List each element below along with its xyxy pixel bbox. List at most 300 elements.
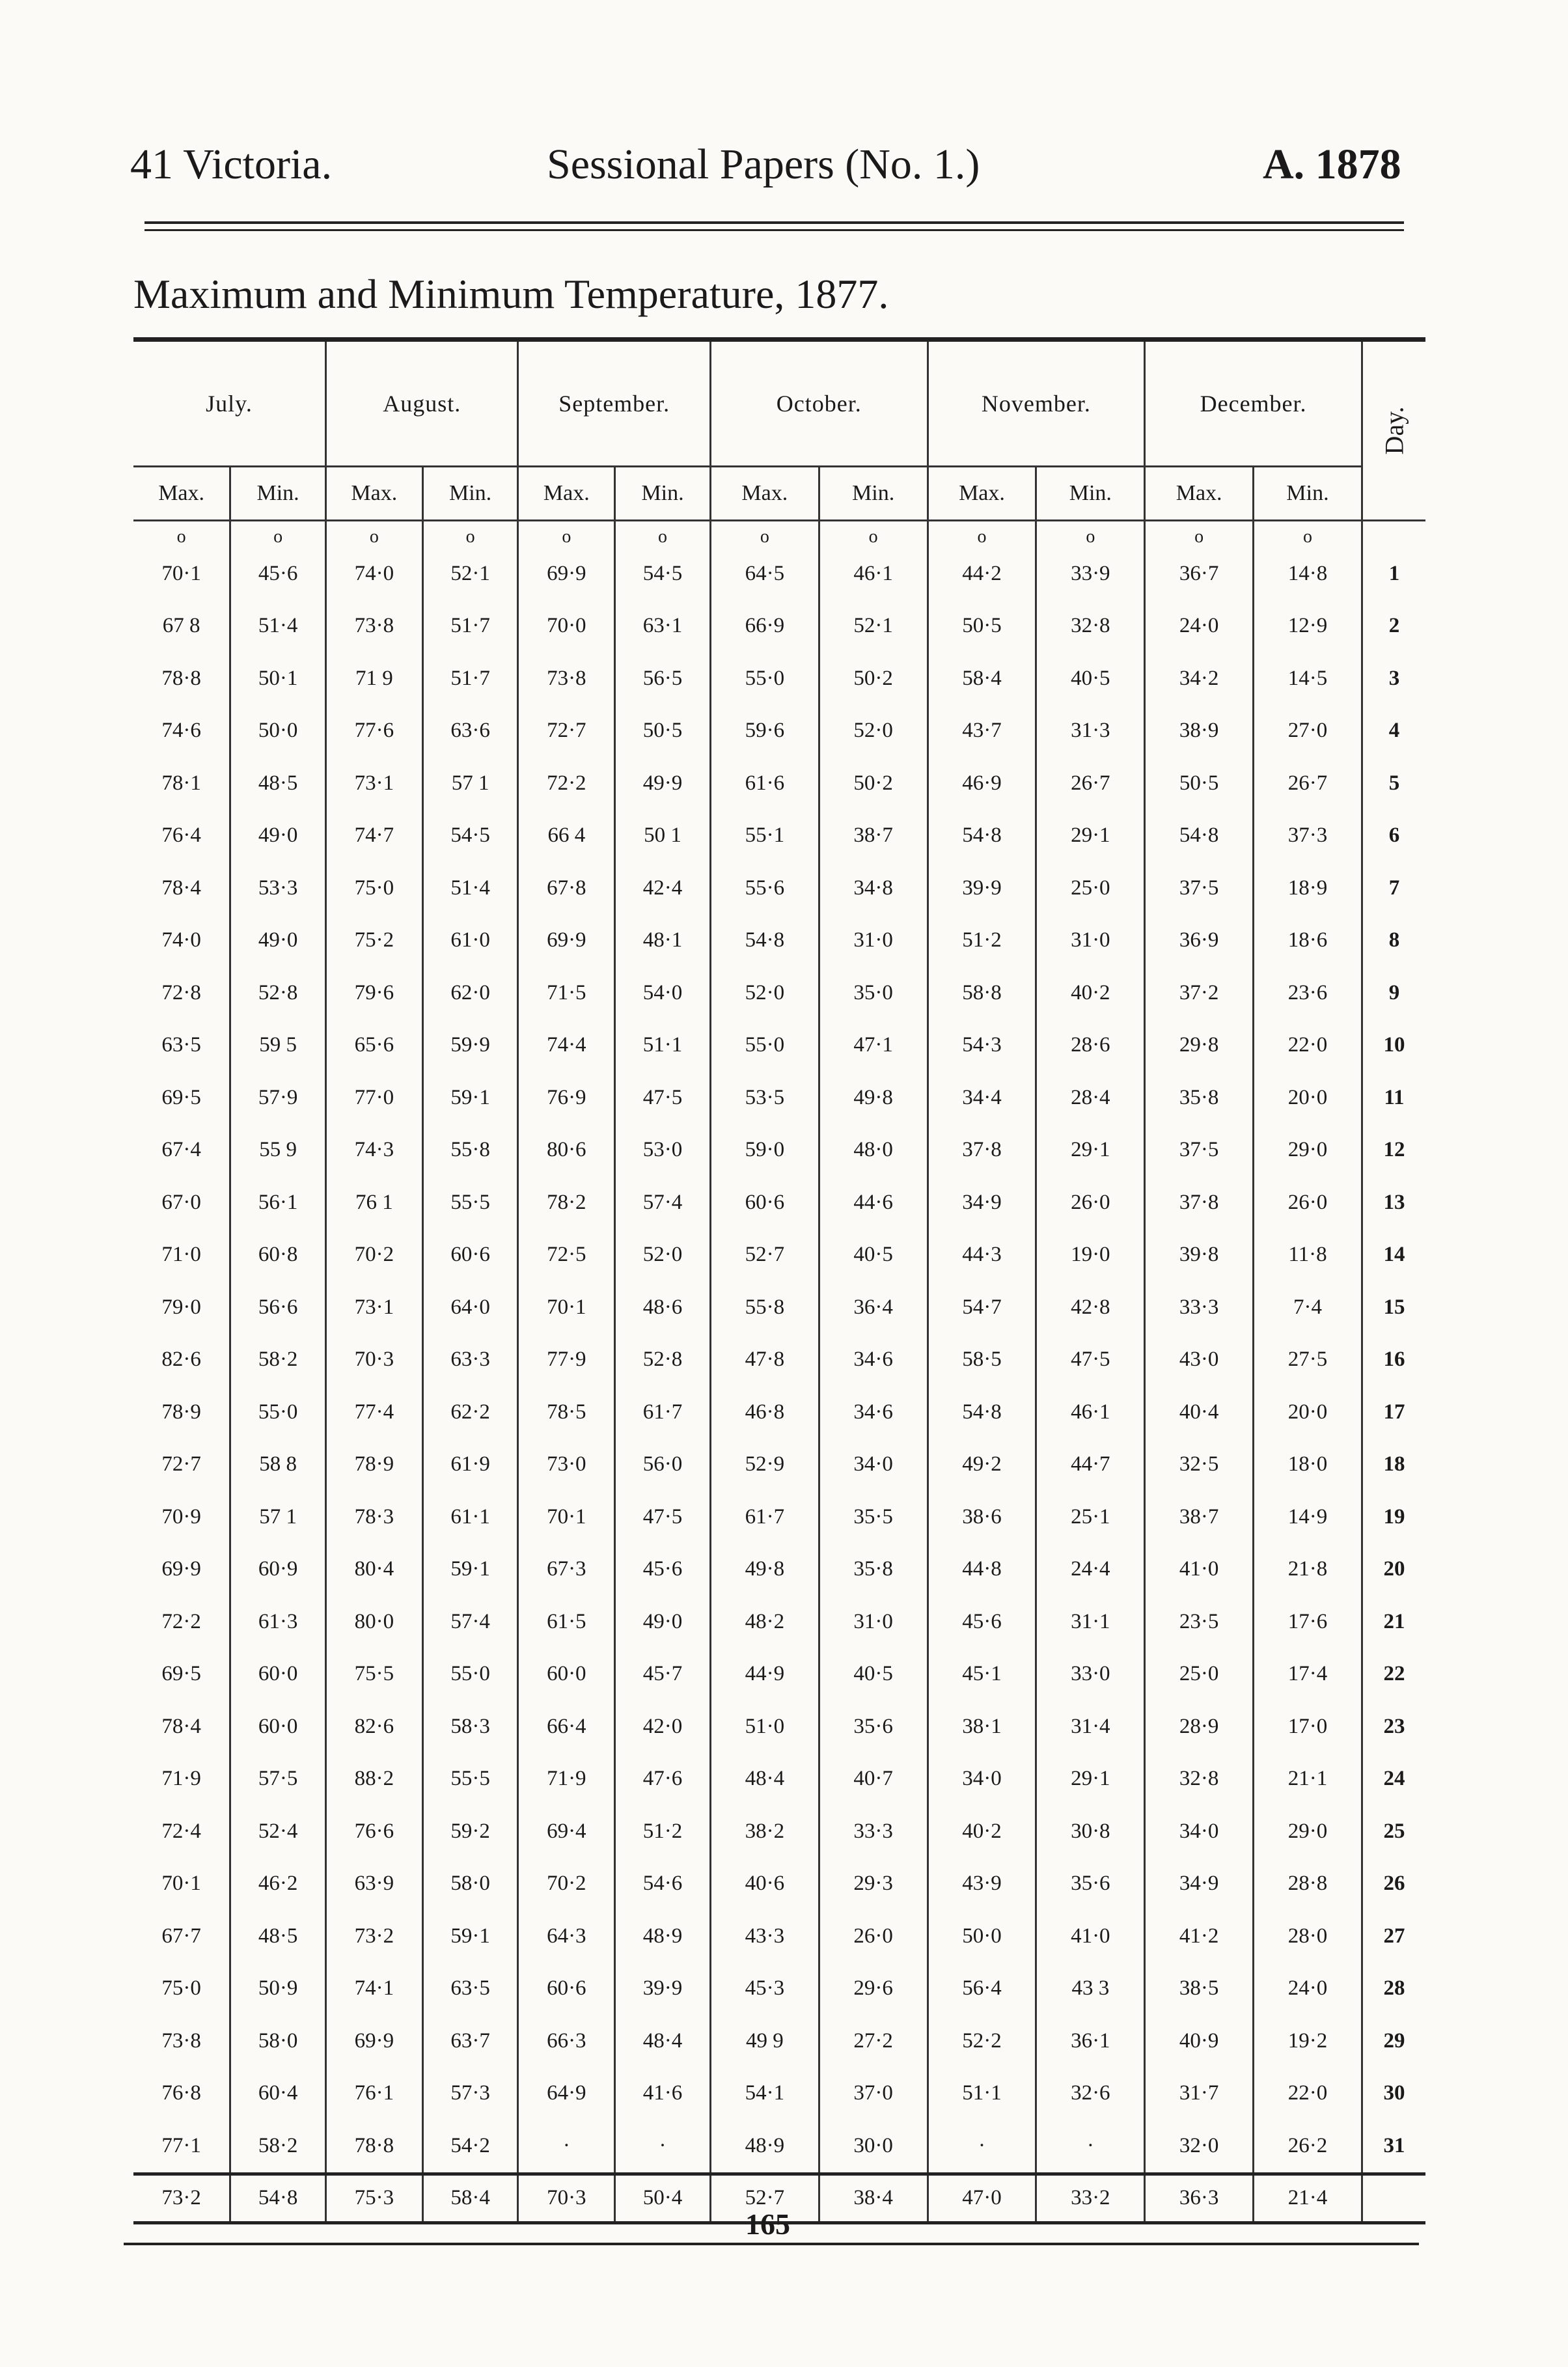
min-temp-cell: 42·0 [615,1700,711,1753]
min-temp-cell: 49·0 [615,1596,711,1648]
max-temp-cell: 59·0 [710,1124,819,1177]
day-number: 4 [1362,705,1425,758]
min-temp-cell: 63·5 [422,1963,518,2015]
min-temp-cell: 31·0 [819,915,928,967]
table-row [133,2015,1425,2068]
day-number: 9 [1362,967,1425,1019]
max-temp-cell: 38·9 [1145,705,1254,758]
max-temp-cell: 78·1 [161,771,201,795]
day-number: 22 [1362,1648,1425,1701]
min-temp-cell: 31·0 [819,1596,928,1648]
table-row [133,1910,1425,1963]
table-row [133,757,1425,810]
min-temp-cell: 53·3 [230,862,326,915]
min-temp-cell: 40·5 [819,1648,928,1701]
min-temp-cell: 48·5 [230,757,326,810]
max-temp-cell: 37·5 [1145,862,1254,915]
day-number: 5 [1362,757,1425,810]
max-temp-cell: 63·9 [325,1858,422,1911]
min-temp-cell: 62·0 [422,967,518,1019]
min-temp-cell: 20·0 [1254,1386,1362,1439]
min-temp-cell: 24·0 [1254,1963,1362,2015]
day-number: 14 [1362,1229,1425,1282]
min-temp-cell: 26·7 [1254,757,1362,810]
degree-mark: o [615,521,711,548]
min-temp-cell: 29·0 [1254,1124,1362,1177]
max-temp-cell: 72·2 [518,757,615,810]
max-temp-cell: 72·8 [161,980,201,1004]
max-temp-cell: 78·8 [161,666,201,690]
day-number: 1 [1362,547,1425,600]
max-temp-cell: 67·8 [518,862,615,915]
table-row [133,1596,1425,1648]
month-header: August. [325,340,517,467]
max-temp-cell: 76·9 [518,1072,615,1124]
min-temp-cell: 50·2 [819,652,928,705]
max-temp-cell: 37·8 [1145,1176,1254,1229]
table-row [133,1281,1425,1334]
min-temp-cell: 51·1 [615,1019,711,1072]
min-temp-cell: 61·7 [615,1386,711,1439]
min-temp-cell: 45·7 [615,1648,711,1701]
max-temp-cell: 52·9 [710,1439,819,1491]
table-row [133,1334,1425,1387]
temperature-table [133,337,1425,2224]
table-row [133,1491,1425,1543]
min-temp-cell: 26·0 [1036,1176,1145,1229]
max-temp-cell: 71·9 [161,1767,201,1791]
average-min-cell: 54·8 [230,2174,326,2222]
min-temp-cell: 45·6 [615,1543,711,1596]
max-temp-cell: 36·7 [1145,547,1254,600]
min-temp-cell: 34·8 [819,862,928,915]
min-temp-cell: 60·0 [230,1648,326,1701]
max-temp-cell: 69·9 [325,2015,422,2068]
max-temp-cell: 34·2 [1145,652,1254,705]
max-column-header: Max. [928,467,1036,521]
min-temp-cell: 58·2 [230,1334,326,1387]
min-temp-cell: 57·9 [230,1072,326,1124]
max-temp-cell: 65·6 [325,1019,422,1072]
month-header: September. [518,340,710,467]
page-number: 165 [745,2208,790,2241]
max-temp-cell: 55·8 [710,1281,819,1334]
max-temp-cell: 74·0 [325,547,422,600]
average-max-cell: 36·3 [1145,2174,1254,2222]
max-temp-cell: 69·5 [161,1662,201,1686]
max-temp-cell: 78·5 [518,1386,615,1439]
degree-mark: o [1254,521,1362,548]
month-header: November. [928,340,1145,467]
table-row [133,1229,1425,1282]
min-temp-cell: · [615,2120,711,2174]
max-temp-cell: 45·3 [710,1963,819,2015]
max-temp-cell: 52·2 [928,2015,1036,2068]
min-temp-cell: 29·1 [1036,1124,1145,1177]
min-temp-cell: 52·0 [819,705,928,758]
min-temp-cell: 43 3 [1036,1963,1145,2015]
min-temp-cell: 17·0 [1254,1700,1362,1753]
max-temp-cell: 32·0 [1145,2120,1254,2174]
day-number: 25 [1362,1805,1425,1858]
max-temp-cell: 80·0 [325,1596,422,1648]
min-temp-cell: 61·0 [422,915,518,967]
max-temp-cell: 77·4 [325,1386,422,1439]
average-max-cell: 75·3 [325,2174,422,2222]
min-temp-cell: 46·1 [819,547,928,600]
day-number: 15 [1362,1281,1425,1334]
min-column-header: Min. [422,467,518,521]
max-temp-cell: 61·5 [518,1596,615,1648]
min-temp-cell: 48·9 [615,1910,711,1963]
day-number: 31 [1362,2120,1425,2174]
min-temp-cell: 55 9 [230,1124,326,1177]
min-temp-cell: 59·2 [422,1805,518,1858]
min-temp-cell: 36·1 [1036,2015,1145,2068]
max-temp-cell: 76·8 [161,2081,201,2105]
max-temp-cell: 53·5 [710,1072,819,1124]
max-temp-cell: 64·9 [518,2068,615,2120]
max-temp-cell: 43·3 [710,1910,819,1963]
min-temp-cell: 50·0 [230,705,326,758]
min-temp-cell: 40·7 [819,1753,928,1806]
day-number: 17 [1362,1386,1425,1439]
degree-mark: o [176,527,186,547]
min-temp-cell: 20·0 [1254,1072,1362,1124]
table-row [133,1963,1425,2015]
max-temp-cell: 44·8 [928,1543,1036,1596]
average-max-cell: 52·7 [710,2174,819,2222]
min-temp-cell: 35·8 [819,1543,928,1596]
min-temp-cell: 38·7 [819,810,928,863]
table-row [133,1019,1425,1072]
max-temp-cell: 45·1 [928,1648,1036,1701]
max-temp-cell: 74·4 [518,1019,615,1072]
average-min-cell: 50·4 [615,2174,711,2222]
max-temp-cell: 40·9 [1145,2015,1254,2068]
max-temp-cell: 66 4 [518,810,615,863]
table-row [133,1648,1425,1701]
max-temp-cell: 70·1 [518,1491,615,1543]
max-temp-cell: 54·1 [710,2068,819,2120]
max-temp-cell: 34·9 [928,1176,1036,1229]
max-temp-cell: 64·3 [518,1910,615,1963]
header-title: Sessional Papers (No. 1.) [547,141,980,188]
max-temp-cell: 54·8 [1145,810,1254,863]
table-row [133,967,1425,1019]
max-temp-cell: 35·8 [1145,1072,1254,1124]
min-temp-cell: · [1036,2120,1145,2174]
min-temp-cell: 17·4 [1254,1648,1362,1701]
min-temp-cell: 51·4 [422,862,518,915]
max-temp-cell: 76 1 [325,1176,422,1229]
max-temp-cell: 60·6 [518,1963,615,2015]
min-temp-cell: 39·9 [615,1963,711,2015]
min-temp-cell: 28·6 [1036,1019,1145,1072]
min-temp-cell: 27·2 [819,2015,928,2068]
max-temp-cell: 64·5 [710,547,819,600]
min-column-header: Min. [1036,467,1145,521]
max-temp-cell: 75·0 [161,1976,201,2000]
max-temp-cell: 52·0 [710,967,819,1019]
max-temp-cell: 50·0 [928,1910,1036,1963]
max-temp-cell: 47·8 [710,1334,819,1387]
max-temp-cell: 58·8 [928,967,1036,1019]
min-temp-cell: 41·0 [1036,1910,1145,1963]
max-temp-cell: 34·0 [928,1753,1036,1806]
min-temp-cell: 17·6 [1254,1596,1362,1648]
max-temp-cell: 77·0 [325,1072,422,1124]
degree-mark: o [422,521,518,548]
min-temp-cell: 44·7 [1036,1439,1145,1491]
min-temp-cell: 18·6 [1254,915,1362,967]
min-temp-cell: 52·8 [230,967,326,1019]
min-temp-cell: 57 1 [230,1491,326,1543]
average-max-cell: 73·2 [133,2174,230,2222]
max-temp-cell: 58·4 [928,652,1036,705]
day-number: 10 [1362,1019,1425,1072]
min-temp-cell: 51·7 [422,600,518,653]
min-temp-cell: 61·9 [422,1439,518,1491]
max-temp-cell: 70·0 [518,600,615,653]
min-temp-cell: 31·3 [1036,705,1145,758]
max-temp-cell: 49·8 [710,1543,819,1596]
min-temp-cell: 56·5 [615,652,711,705]
degree-spacer [1362,521,1425,548]
degree-mark: o [325,521,422,548]
min-temp-cell: 45·6 [230,547,326,600]
max-column-header: Max. [518,467,615,521]
max-temp-cell: 54·8 [710,915,819,967]
max-temp-cell: 88·2 [325,1753,422,1806]
day-number: 13 [1362,1176,1425,1229]
max-temp-cell: 41·0 [1145,1543,1254,1596]
min-temp-cell: 51·2 [615,1805,711,1858]
max-temp-cell: 80·4 [325,1543,422,1596]
max-temp-cell: 74·1 [325,1963,422,2015]
day-number: 8 [1362,915,1425,967]
min-temp-cell: 54·5 [422,810,518,863]
max-temp-cell: 61·7 [710,1491,819,1543]
month-header: October. [710,340,928,467]
min-temp-cell: 19·2 [1254,2015,1362,2068]
max-temp-cell: 78·8 [325,2120,422,2174]
max-temp-cell: 63·5 [161,1033,201,1057]
min-temp-cell: 55·5 [422,1176,518,1229]
max-temp-cell: 37·2 [1145,967,1254,1019]
max-temp-cell: 40·4 [1145,1386,1254,1439]
max-min-header-row [133,467,1425,521]
max-temp-cell: 70·2 [325,1229,422,1282]
degree-mark: o [928,521,1036,548]
min-temp-cell: 28·4 [1036,1072,1145,1124]
max-temp-cell: 55·1 [710,810,819,863]
min-temp-cell: 60·9 [230,1543,326,1596]
min-temp-cell: 34·0 [819,1439,928,1491]
max-temp-cell: 66·9 [710,600,819,653]
min-temp-cell: 29·1 [1036,1753,1145,1806]
min-temp-cell: 48·6 [615,1281,711,1334]
max-temp-cell: · [518,2120,615,2174]
min-temp-cell: 55·0 [230,1386,326,1439]
max-temp-cell: 72·2 [161,1609,201,1633]
table-row [133,705,1425,758]
min-temp-cell: 41·6 [615,2068,711,2120]
min-temp-cell: 57·3 [422,2068,518,2120]
table-row [133,1386,1425,1439]
min-column-header: Min. [615,467,711,521]
min-temp-cell: 52·1 [819,600,928,653]
average-min-cell: 21·4 [1254,2174,1362,2222]
min-temp-cell: 63·3 [422,1334,518,1387]
max-temp-cell: 73·1 [325,1281,422,1334]
min-temp-cell: 47·5 [615,1072,711,1124]
min-temp-cell: 58·0 [422,1858,518,1911]
max-temp-cell: 70·3 [325,1334,422,1387]
table-row [133,810,1425,863]
table-row [133,652,1425,705]
max-temp-cell: 61·6 [710,757,819,810]
max-temp-cell: 71 9 [325,652,422,705]
max-temp-cell: 76·4 [161,824,201,848]
min-temp-cell: 59·9 [422,1019,518,1072]
max-temp-cell: 73·0 [518,1439,615,1491]
average-day-spacer [1362,2174,1425,2222]
min-temp-cell: 35·6 [819,1700,928,1753]
max-temp-cell: 33·3 [1145,1281,1254,1334]
min-temp-cell: 32·8 [1036,600,1145,653]
min-temp-cell: 36·4 [819,1281,928,1334]
month-header: July. [133,340,325,467]
max-temp-cell: 37·8 [928,1124,1036,1177]
max-temp-cell: 75·5 [325,1648,422,1701]
min-temp-cell: 14·9 [1254,1491,1362,1543]
min-temp-cell: 61·3 [230,1596,326,1648]
min-temp-cell: 29·1 [1036,810,1145,863]
max-temp-cell: 51·1 [928,2068,1036,2120]
min-temp-cell: 27·0 [1254,705,1362,758]
day-number: 3 [1362,652,1425,705]
max-temp-cell: 43·0 [1145,1334,1254,1387]
min-temp-cell: 57·5 [230,1753,326,1806]
min-temp-cell: 28·8 [1254,1858,1362,1911]
day-number: 29 [1362,2015,1425,2068]
min-temp-cell: 33·0 [1036,1648,1145,1701]
min-temp-cell: 40·2 [1036,967,1145,1019]
min-temp-cell: 25·1 [1036,1491,1145,1543]
degree-mark: o [230,521,326,548]
min-temp-cell: 26·2 [1254,2120,1362,2174]
min-temp-cell: 59·1 [422,1072,518,1124]
table-row [133,1805,1425,1858]
table-row [133,547,1425,600]
max-temp-cell: 34·9 [1145,1858,1254,1911]
max-temp-cell: 69·9 [518,547,615,600]
max-temp-cell: 54·3 [928,1019,1036,1072]
min-temp-cell: 26·0 [1254,1176,1362,1229]
max-column-header: Max. [1145,467,1254,521]
average-min-cell: 38·4 [819,2174,928,2222]
max-temp-cell: 37·5 [1145,1124,1254,1177]
average-min-cell: 58·4 [422,2174,518,2222]
day-number: 30 [1362,2068,1425,2120]
header-rule [144,221,1404,224]
max-temp-cell: 54·8 [928,810,1036,863]
max-temp-cell: 38·5 [1145,1963,1254,2015]
min-temp-cell: 18·0 [1254,1439,1362,1491]
min-temp-cell: 7·4 [1254,1281,1362,1334]
max-temp-cell: 67·4 [161,1138,201,1162]
min-temp-cell: 50·9 [230,1963,326,2015]
min-temp-cell: 62·2 [422,1386,518,1439]
max-temp-cell: 78·4 [161,1714,201,1738]
min-column-header: Min. [819,467,928,521]
max-temp-cell: 50·5 [1145,757,1254,810]
max-temp-cell: 34·0 [1145,1805,1254,1858]
min-temp-cell: 50·5 [615,705,711,758]
min-temp-cell: 42·4 [615,862,711,915]
min-temp-cell: 58·2 [230,2120,326,2174]
max-temp-cell: 74·3 [325,1124,422,1177]
max-temp-cell: 40·6 [710,1858,819,1911]
max-temp-cell: 67·7 [161,1924,201,1948]
max-temp-cell: 74·7 [325,810,422,863]
day-number: 26 [1362,1858,1425,1911]
max-temp-cell: 41·2 [1145,1910,1254,1963]
max-temp-cell: 75·2 [325,915,422,967]
day-number: 20 [1362,1543,1425,1596]
min-temp-cell: 32·6 [1036,2068,1145,2120]
min-temp-cell: 35·0 [819,967,928,1019]
min-temp-cell: 60·0 [230,1700,326,1753]
degree-mark: o [1145,521,1254,548]
max-temp-cell: 71·0 [161,1243,201,1267]
max-temp-cell: 77·1 [161,2133,201,2157]
table-row [133,2068,1425,2120]
min-temp-cell: 51·7 [422,652,518,705]
min-temp-cell: 35·5 [819,1491,928,1543]
min-temp-cell: 51·4 [230,600,326,653]
max-temp-cell: 67 8 [162,614,200,638]
min-temp-cell: 14·5 [1254,652,1362,705]
day-number: 7 [1362,862,1425,915]
min-temp-cell: 61·1 [422,1491,518,1543]
max-temp-cell: 60·0 [518,1648,615,1701]
max-temp-cell: 55·0 [710,1019,819,1072]
min-temp-cell: 56·0 [615,1439,711,1491]
table-row [133,1124,1425,1177]
max-temp-cell: 45·6 [928,1596,1036,1648]
min-temp-cell: 49·8 [819,1072,928,1124]
min-temp-cell: 59 5 [230,1019,326,1072]
max-temp-cell: 70·9 [161,1504,201,1529]
min-temp-cell: 54·6 [615,1858,711,1911]
min-temp-cell: 63·7 [422,2015,518,2068]
max-temp-cell: 79·0 [161,1295,201,1319]
min-temp-cell: 55·8 [422,1124,518,1177]
max-temp-cell: 43·9 [928,1858,1036,1911]
max-temp-cell: 38·1 [928,1700,1036,1753]
min-temp-cell: 34·6 [819,1334,928,1387]
min-temp-cell: 57 1 [422,757,518,810]
min-temp-cell: 37·0 [819,2068,928,2120]
min-temp-cell: 60·6 [422,1229,518,1282]
max-temp-cell: 28·9 [1145,1700,1254,1753]
min-temp-cell: 29·3 [819,1858,928,1911]
min-temp-cell: 52·8 [615,1334,711,1387]
max-temp-cell: 74·6 [161,719,201,743]
max-column-header: Max. [133,467,230,521]
